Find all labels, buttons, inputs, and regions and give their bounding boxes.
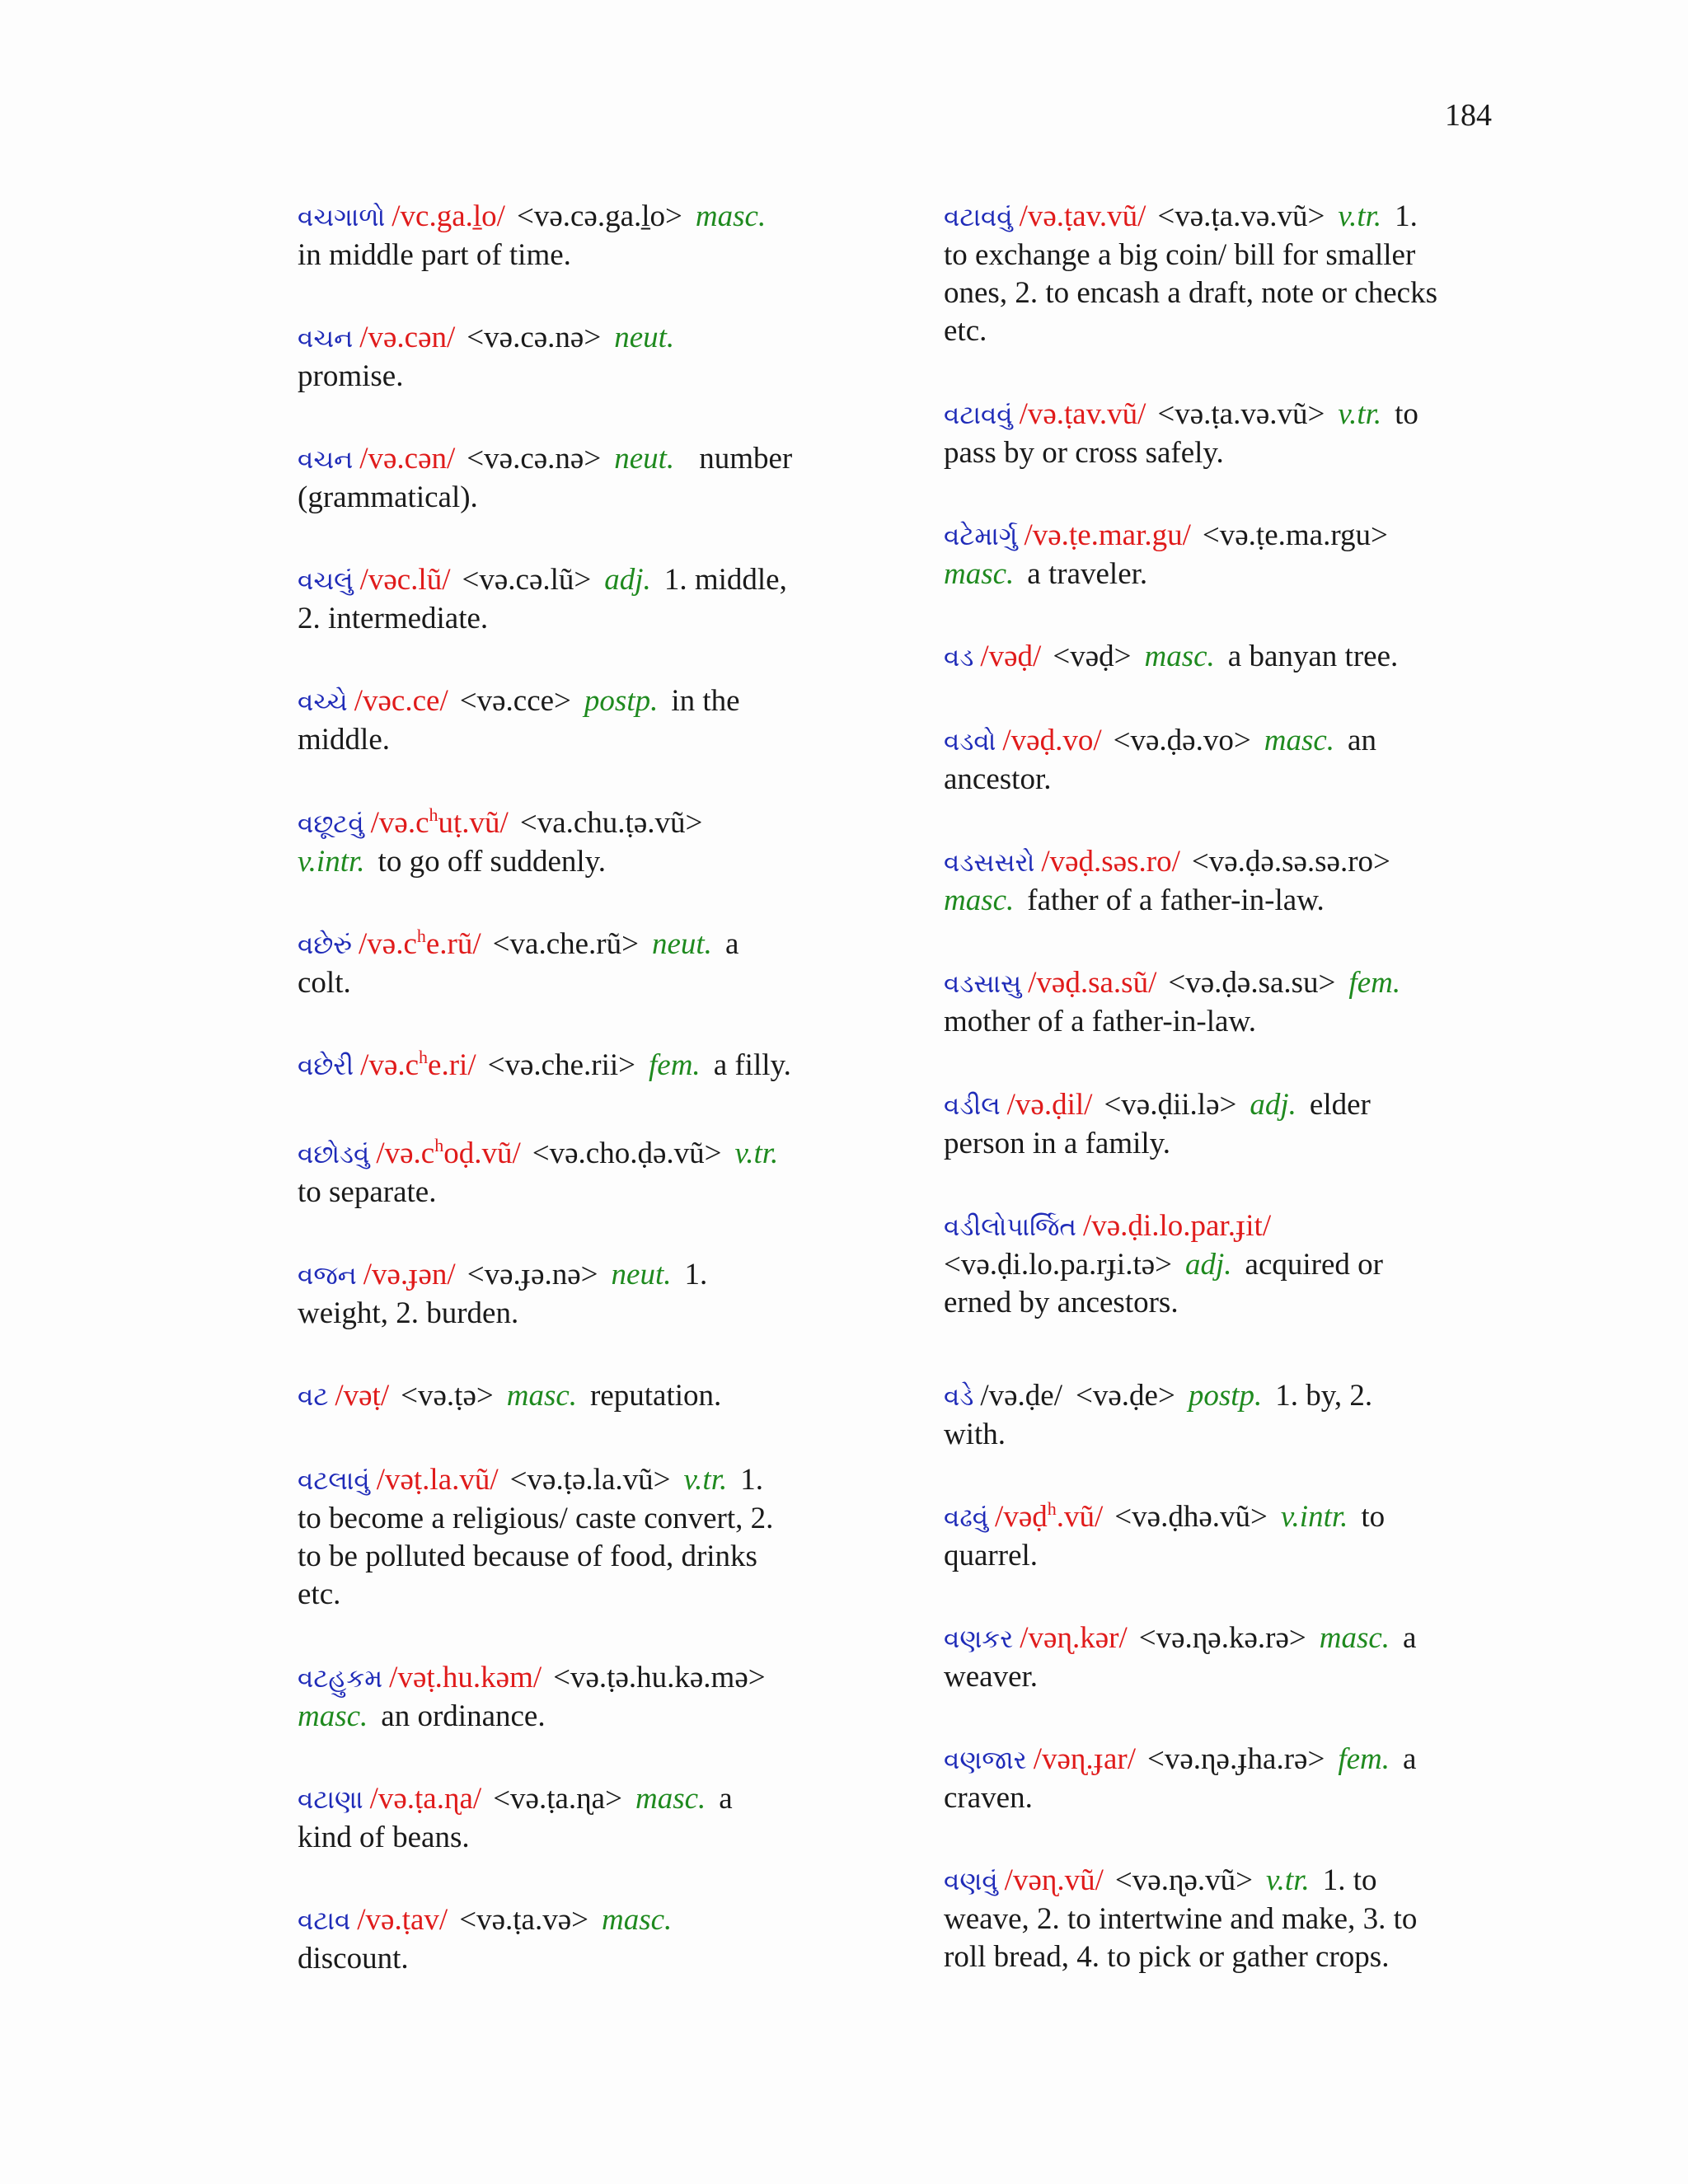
part-of-speech: masc. (1319, 1621, 1390, 1655)
phonemic: /və.cən/ (359, 321, 456, 354)
phonemic: /vəḍ.səs.ro/ (1041, 845, 1180, 879)
definition-line: craven. (944, 1781, 1033, 1815)
phonemic: $/və.c^huṭ.vũ/$ (370, 804, 509, 840)
phonemic: /vəṭ.hu.kəm/ (389, 1661, 542, 1694)
headword: વછૂટવું (298, 809, 364, 839)
phonemic: /və.ṭav/ (357, 1903, 448, 1937)
dictionary-entry (944, 1619, 1521, 1696)
definition-line: ancestor. (944, 762, 1052, 796)
part-of-speech: masc. (944, 557, 1015, 591)
phonemic: /vəḍ$^h$.vũ/ (995, 1498, 1104, 1534)
definition: acquired or (1245, 1248, 1383, 1282)
dictionary-entry (944, 964, 1521, 1041)
definition-line: in middle part of time. (298, 238, 571, 272)
transliteration: <və.ṭə.la.vũ> (509, 1463, 671, 1497)
definition: a (1403, 1742, 1417, 1776)
transliteration: <və.ɳə.kə.rə> (1138, 1621, 1306, 1655)
dictionary-entry (298, 561, 874, 638)
dictionary-entry (298, 1780, 874, 1857)
dictionary-entry (944, 843, 1521, 920)
dictionary-entry (944, 1862, 1521, 1976)
transliteration: <və.ɳə.ɟha.rə> (1147, 1742, 1325, 1776)
phonemic: /vəc.lũ/ (359, 563, 451, 597)
transliteration: <və.ṭa.və> (459, 1903, 588, 1937)
definition-line: pass by or cross safely. (944, 436, 1224, 470)
definition-line: discount. (298, 1942, 409, 1975)
transliteration: <və.cə.ga.ḻo> (516, 199, 682, 233)
definition: a (719, 1782, 733, 1816)
definition-line: with. (944, 1418, 1006, 1451)
definition-line: (grammatical). (298, 480, 478, 514)
phonemic: /vəɳ.kər/ (1020, 1621, 1128, 1655)
part-of-speech: neut. (651, 927, 712, 961)
part-of-speech: adj. (1250, 1088, 1296, 1122)
phonemic: /və.ṭe.mar.gu/ (1024, 518, 1191, 552)
part-of-speech: v.intr. (298, 845, 365, 879)
transliteration: <va.che.rũ> (492, 927, 639, 961)
phonemic: /vəɳ.ɟar/ (1033, 1742, 1136, 1776)
transliteration: <və.ɳə.vũ> (1114, 1863, 1253, 1897)
definition: 1. to (1322, 1863, 1377, 1897)
headword: વટાણા (298, 1785, 363, 1815)
page-number: 184 (1445, 98, 1492, 133)
part-of-speech: fem. (1338, 1742, 1390, 1776)
dictionary-entry (298, 804, 874, 881)
phonemic: /və.ḍil/ (1006, 1088, 1093, 1122)
definition: a traveler. (1027, 557, 1148, 591)
headword: વજન (298, 1261, 357, 1291)
part-of-speech: masc. (1144, 640, 1215, 673)
headword: વચન (298, 445, 354, 475)
phonemic: /və.ṭav.vũ/ (1019, 199, 1146, 233)
definition: 1. middle, (663, 563, 787, 597)
transliteration: <və.ṭa.və.vũ> (1157, 199, 1325, 233)
definition: an (1348, 724, 1376, 757)
headword: વચગાળો (298, 203, 386, 232)
headword: વટહુકમ (298, 1664, 383, 1694)
phonemic: /vəṭ.la.vũ/ (376, 1463, 499, 1497)
dictionary-entry (298, 1461, 874, 1614)
part-of-speech: postp. (1188, 1379, 1263, 1413)
part-of-speech: v.tr. (1338, 199, 1382, 233)
dictionary-entry (944, 1377, 1521, 1454)
transliteration: <və.cə.lũ> (462, 563, 592, 597)
definition-line: kind of beans. (298, 1821, 470, 1854)
definition: a (1403, 1621, 1417, 1655)
phonemic: /vəc.ce/ (354, 684, 448, 718)
transliteration: <və.ḍe> (1076, 1379, 1175, 1413)
dictionary-entry (298, 1377, 874, 1416)
phonemic: /vəḍ.vo/ (1002, 724, 1102, 757)
part-of-speech: masc. (635, 1782, 706, 1816)
dictionary-entry (944, 1498, 1521, 1575)
headword: વડીલ (944, 1091, 1001, 1121)
dictionary-entry (298, 319, 874, 396)
dictionary-entry (944, 1086, 1521, 1163)
headword: વટ (298, 1382, 329, 1412)
dictionary-entry (298, 440, 874, 517)
definition-line: colt. (298, 966, 351, 1000)
definition-line: to become a religious/ caste convert, 2. (298, 1502, 774, 1535)
dictionary-entry (944, 517, 1521, 593)
definition: a banyan tree. (1227, 640, 1399, 673)
phonemic: /və.ṭav.vũ/ (1019, 397, 1146, 431)
part-of-speech: v.tr. (1338, 397, 1382, 431)
headword: વટાવ (298, 1906, 351, 1936)
transliteration: <və.cə.nə> (467, 442, 602, 476)
part-of-speech: v.tr. (683, 1463, 728, 1497)
definition: in the (671, 684, 740, 718)
dictionary-entry (298, 926, 874, 1002)
part-of-speech: masc. (298, 1699, 368, 1733)
headword: વછોડવું (298, 1140, 370, 1169)
definition-line: etc. (944, 314, 987, 348)
phonemic: $/və.c^he.rũ/$ (359, 926, 481, 961)
definition-line: quarrel. (944, 1539, 1039, 1572)
dictionary-entry (944, 1207, 1521, 1322)
definition: a filly. (713, 1048, 791, 1082)
transliteration: <və.ṭə.hu.kə.mə> (553, 1661, 766, 1694)
definition-line: to be polluted because of food, drinks (298, 1540, 757, 1573)
definition: elder (1309, 1088, 1371, 1122)
phonemic: /və.ṭa.ɳa/ (369, 1782, 482, 1816)
definition-line: etc. (298, 1577, 341, 1611)
dictionary-entry (298, 1659, 874, 1736)
definition-line: promise. (298, 359, 404, 393)
phonemic: /və.ɟən/ (363, 1258, 456, 1291)
phonemic: /vəḍ/ (980, 640, 1042, 673)
headword: વછેરું (298, 930, 352, 960)
headword: વટેમાર્ગુ (944, 522, 1018, 551)
dictionary-entry (944, 396, 1521, 472)
dictionary-entry (298, 1901, 874, 1978)
transliteration: <və.ḍhə.vũ> (1114, 1500, 1268, 1534)
transliteration: <və.ṭa.və.vũ> (1157, 397, 1325, 431)
headword: વટલાવું (298, 1466, 370, 1496)
transliteration: <və.ṭa.ɳa> (493, 1782, 622, 1816)
transliteration: <və.ḍə.sə.sə.ro> (1191, 845, 1390, 879)
transliteration: <vəḍ> (1053, 640, 1132, 673)
headword: વટાવવું (944, 203, 1013, 232)
part-of-speech: neut. (611, 1258, 672, 1291)
phonemic: $/və.c^hoḍ.vũ/$ (376, 1135, 521, 1170)
transliteration: <və.cce> (459, 684, 571, 718)
dictionary-entry (298, 1047, 874, 1085)
definition-line: weave, 2. to intertwine and make, 3. to (944, 1902, 1418, 1936)
dictionary-entry (944, 1741, 1521, 1817)
dictionary-entry (298, 1135, 874, 1212)
part-of-speech: fem. (649, 1048, 701, 1082)
definition-line: middle. (298, 723, 391, 757)
definition: to (1395, 397, 1418, 431)
part-of-speech: masc. (601, 1903, 673, 1937)
definition: father of a father-in-law. (1027, 883, 1325, 917)
phonemic: /vəɳ.vũ/ (1004, 1863, 1104, 1897)
dictionary-entry (298, 1256, 874, 1333)
definition-line: weight, 2. burden. (298, 1296, 519, 1330)
phonemic: /və.ḍe/ (980, 1379, 1062, 1413)
definition: reputation. (590, 1379, 722, 1413)
transliteration: <və.cə.nə> (467, 321, 602, 354)
transliteration: <və.ḍii.lə> (1104, 1088, 1237, 1122)
definition-line: ones, 2. to encash a draft, note or checks (944, 276, 1437, 310)
headword: વણવું (944, 1867, 998, 1896)
phonemic: /vəḍ.sa.sũ/ (1028, 966, 1157, 1000)
headword: વઢવું (944, 1503, 989, 1533)
part-of-speech: v.tr. (734, 1137, 779, 1170)
part-of-speech: masc. (944, 883, 1015, 917)
phonemic: /və.ḍi.lo.par.ɟit/ (1082, 1209, 1272, 1243)
definition: 1. (740, 1463, 763, 1497)
headword: વડીલોપાર્જિત (944, 1212, 1076, 1242)
definition: 1. by, 2. (1275, 1379, 1373, 1413)
part-of-speech: v.tr. (1265, 1863, 1310, 1897)
dictionary-entry (944, 198, 1521, 350)
definition: an ordinance. (381, 1699, 546, 1733)
part-of-speech: postp. (584, 684, 659, 718)
part-of-speech: fem. (1348, 966, 1401, 1000)
transliteration: <və.ṭə> (401, 1379, 494, 1413)
headword: વચન (298, 324, 354, 354)
definition-line: 2. intermediate. (298, 602, 489, 635)
transliteration: <və.ḍi.lo.pa.rɟi.tə> (944, 1248, 1173, 1282)
definition: a (724, 927, 739, 961)
headword: વડ (944, 643, 974, 673)
definition: to go off suddenly. (377, 845, 606, 879)
dictionary-entry (944, 638, 1521, 677)
dictionary-entry (298, 198, 874, 274)
part-of-speech: v.intr. (1280, 1500, 1348, 1534)
definition: to (1361, 1500, 1386, 1534)
part-of-speech: adj. (604, 563, 651, 597)
transliteration: <və.ɟə.nə> (467, 1258, 598, 1291)
headword: વડવો (944, 727, 996, 757)
part-of-speech: neut. (614, 321, 675, 354)
transliteration: <və.che.rii> (487, 1048, 635, 1082)
definition: number (699, 442, 793, 476)
phonemic: /vc.ga.ḻo/ (392, 199, 505, 233)
part-of-speech: masc. (1264, 724, 1335, 757)
headword: વટાવવું (944, 401, 1013, 430)
definition-line: to exchange a big coin/ bill for smaller (944, 238, 1416, 272)
phonemic: /vəṭ/ (335, 1379, 390, 1413)
definition: 1. (1395, 199, 1418, 233)
headword: વડસાસુ (944, 969, 1022, 999)
definition-line: person in a family. (944, 1127, 1171, 1160)
headword: વણકર (944, 1624, 1014, 1654)
transliteration: <və.ḍə.vo> (1113, 724, 1251, 757)
part-of-speech: adj. (1185, 1248, 1232, 1282)
definition-line: roll bread, 4. to pick or gather crops. (944, 1940, 1390, 1974)
transliteration: <və.ṭe.ma.rgu> (1202, 518, 1388, 552)
definition: 1. (684, 1258, 708, 1291)
transliteration: <və.cho.ḍə.vũ> (532, 1137, 722, 1170)
headword: વચલું (298, 566, 354, 596)
part-of-speech: masc. (506, 1379, 578, 1413)
phonemic: $/və.c^he.ri/$ (360, 1047, 476, 1082)
transliteration: <və.ḍə.sa.su> (1168, 966, 1336, 1000)
headword: વણજાર (944, 1746, 1027, 1775)
definition-line: erned by ancestors. (944, 1286, 1179, 1319)
dictionary-entry (944, 722, 1521, 799)
headword: વડે (944, 1382, 974, 1412)
definition-line: to separate. (298, 1175, 437, 1209)
definition-line: weaver. (944, 1660, 1039, 1694)
headword: વચ્ચે (298, 687, 348, 717)
part-of-speech: neut. (614, 442, 675, 476)
transliteration: <va.chu.ṭə.vũ> (519, 806, 703, 840)
part-of-speech: masc. (695, 199, 767, 233)
dictionary-entry (298, 682, 874, 759)
phonemic: /və.cən/ (359, 442, 456, 476)
headword: વછેરી (298, 1052, 354, 1081)
headword: વડસસરો (944, 848, 1035, 878)
definition-line: mother of a father-in-law. (944, 1005, 1257, 1038)
